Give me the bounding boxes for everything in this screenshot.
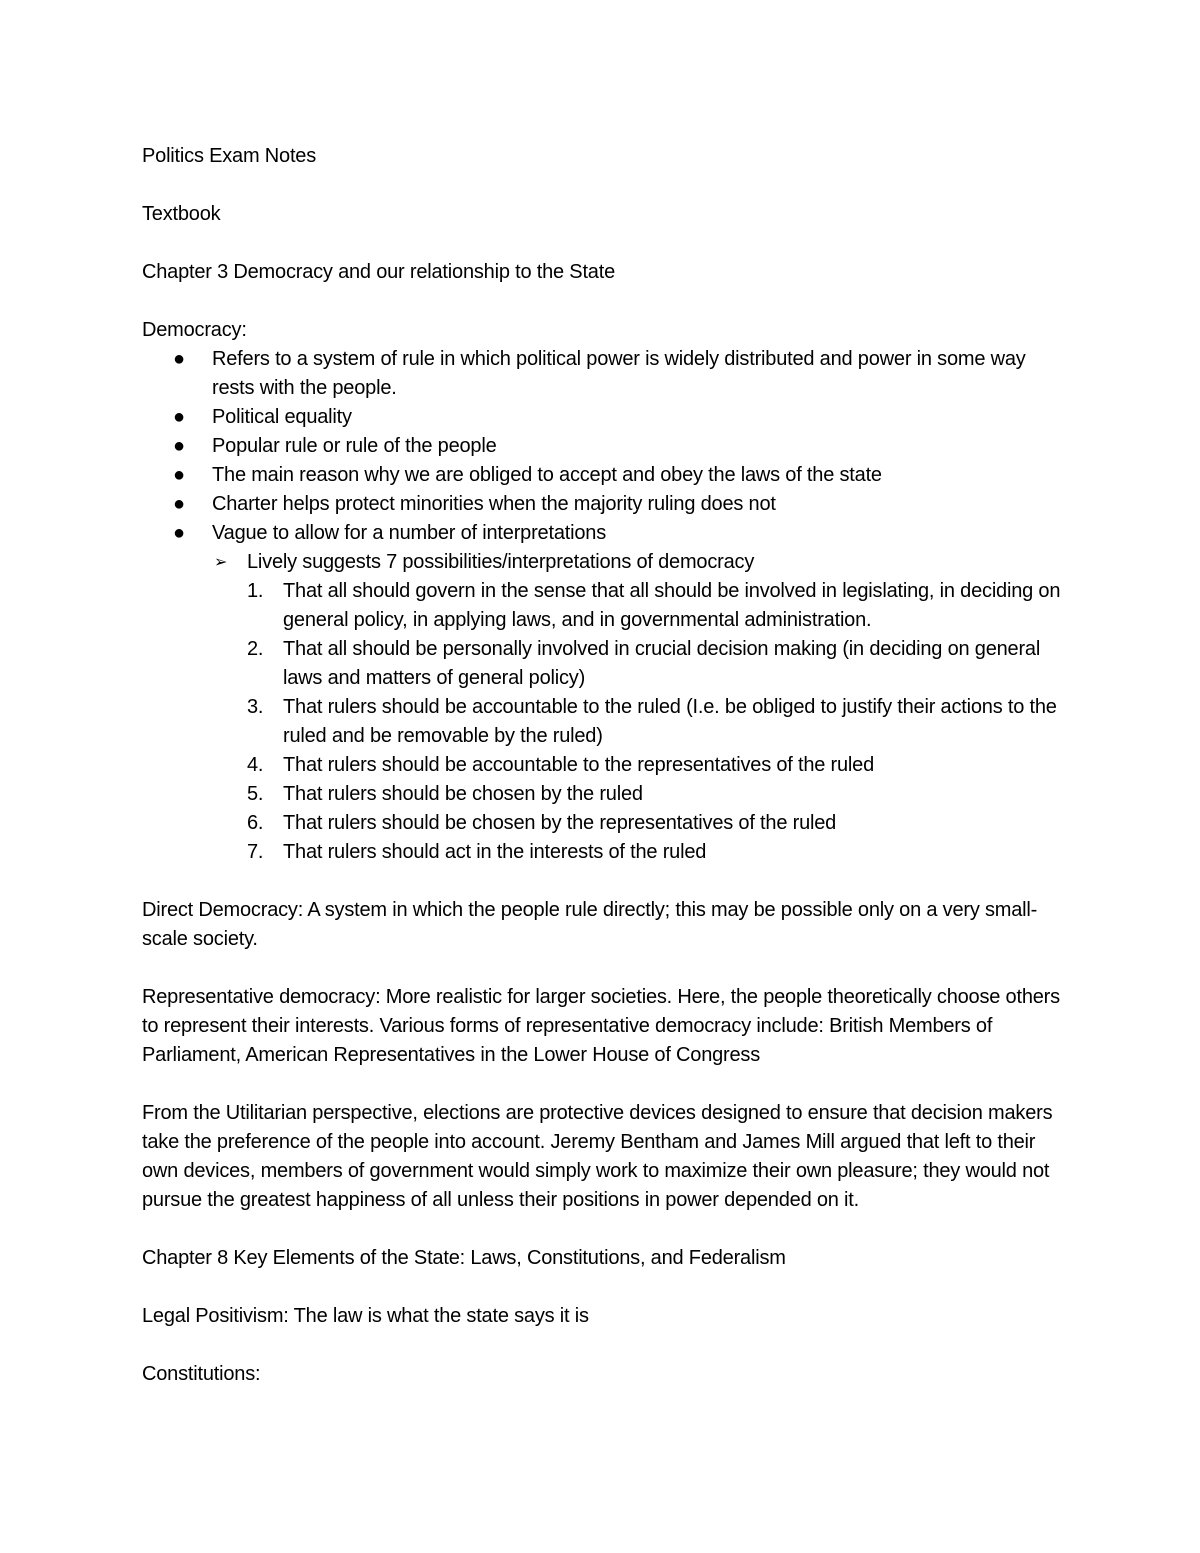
numbered-item: 3. That rulers should be accountable to the ruled (I.e. be obliged to justify their actions to the ruled and be removable by the ruled) [247,696,1057,747]
document-page [142,142,1062,1418]
bullet-item: ● The main reason why we are obliged to accept and obey the laws of the state [142,461,1062,490]
arrow-bullet-icon: ➢ [214,554,228,571]
numbered-item: 5. That rulers should be chosen by the ruled [247,783,643,805]
direct-democracy-paragraph: Direct Democracy: A system in which the people rule directly; this may be possible only on a very small-scale society. [142,899,1038,950]
democracy-label: Democracy: [142,319,247,341]
section-label: Textbook [142,203,221,225]
chapter-8-heading: Chapter 8 Key Elements of the State: Laws, Constitutions, and Federalism [142,1247,786,1269]
interpretations-list [142,577,1062,867]
document-title: Politics Exam Notes [142,145,317,167]
democracy-bullet-list [142,345,1062,548]
numbered-item: 2. That all should be personally involved in crucial decision making (in deciding on general laws and matters of general policy) [247,638,1041,689]
bullet-icon: ● [173,464,185,486]
numbered-item: 1. That all should govern in the sense that all should be involved in legislating, in deciding on general policy, in applying laws, and in governmental administration. [247,580,1061,631]
bullet-icon: ● [173,406,185,428]
representative-democracy-paragraph: Representative democracy: More realistic for larger societies. Here, the people theoretically choose others to represent their interests. Various forms of representative democracy include: British Members of Parliament, American Representatives in the Lower House of Congress [142,986,1060,1066]
utilitarian-paragraph: From the Utilitarian perspective, elections are protective devices designed to ensure that decision makers take the preference of the people into account. Jeremy Bentham and James Mill argued that left to their own devices, members of government would simply work to maximize their own pleasure; they would not pursue the greatest happiness of all unless their positions in power depended on it. [142,1102,1053,1211]
bullet-item: ● Charter helps protect minorities when the majority ruling does not [142,490,1062,519]
numbered-item: 4. That rulers should be accountable to the representatives of the ruled [247,754,875,776]
bullet-item: ● Political equality [142,403,1062,432]
bullet-item: ● Vague to allow for a number of interpretations [142,519,1062,548]
chapter-3-heading: Chapter 3 Democracy and our relationship to the State [142,261,616,283]
legal-positivism-paragraph: Legal Positivism: The law is what the state says it is [142,1305,589,1327]
bullet-icon: ● [173,493,185,515]
numbered-item: 6. That rulers should be chosen by the representatives of the ruled [247,812,837,834]
bullet-icon: ● [173,348,185,370]
bullet-icon: ● [173,435,185,457]
bullet-item: ● Popular rule or rule of the people [142,432,1062,461]
constitutions-label: Constitutions: [142,1363,261,1385]
numbered-item: 7. That rulers should act in the interests of the ruled [247,841,707,863]
bullet-item: ● Refers to a system of rule in which political power is widely distributed and power in some way rests with the people. [142,345,1062,403]
bullet-icon: ● [173,522,185,544]
sub-bullet-item: ➢ Lively suggests 7 possibilities/interpretations of democracy [142,548,1062,577]
